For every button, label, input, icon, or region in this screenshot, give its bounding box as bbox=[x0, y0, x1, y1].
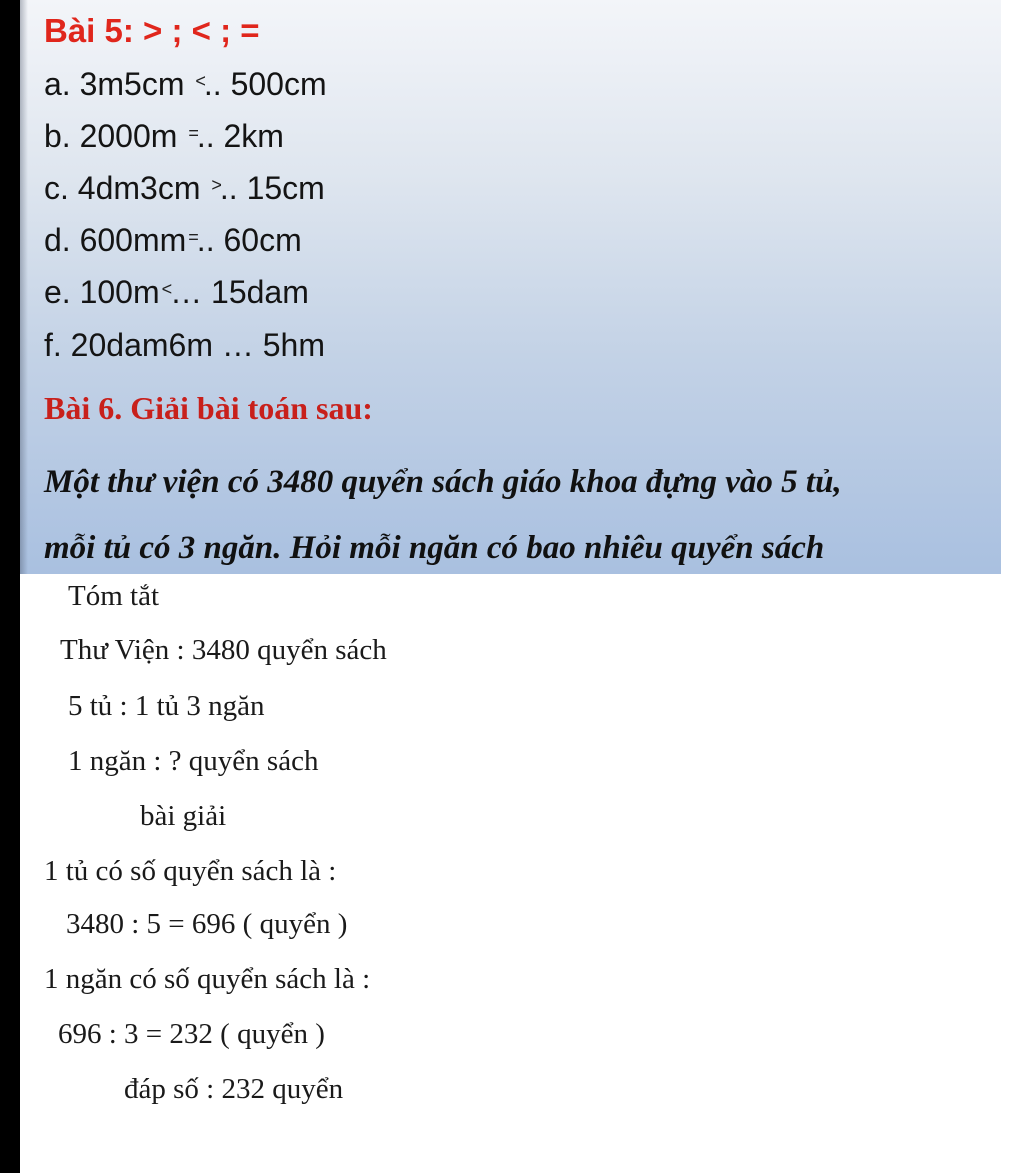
bai5-item-f bbox=[44, 327, 325, 364]
step2-text: 1 ngăn có số quyển sách là : bbox=[44, 963, 371, 995]
bai5-title: Bài 5: > ; < ; = bbox=[44, 12, 260, 49]
item-suffix: .. 60cm bbox=[196, 222, 302, 258]
handwritten-answer: > bbox=[211, 175, 222, 195]
summary-line-1: Thư Viện : 3480 quyển sách bbox=[60, 634, 387, 666]
item-suffix: .. 15cm bbox=[219, 170, 325, 206]
handwritten-answer: < bbox=[161, 279, 173, 299]
slide-edge-shadow bbox=[20, 0, 28, 574]
bai6-problem-line-1: Một thư viện có 3480 quyển sách giáo khoa đựng vào 5 tủ, bbox=[44, 464, 842, 500]
summary-line-3: 1 ngăn : ? quyển sách bbox=[68, 745, 319, 777]
step2-calc: 696 : 3 = 232 ( quyển ) bbox=[58, 1018, 325, 1050]
item-suffix: .. 500cm bbox=[203, 66, 327, 102]
bai5-item-e bbox=[44, 274, 309, 311]
solution-heading: bài giải bbox=[140, 800, 227, 832]
item-prefix: a. 3m5cm bbox=[44, 66, 194, 102]
bai6-problem-line-2: mỗi tủ có 3 ngăn. Hỏi mỗi ngăn có bao nhiêu quyển sách bbox=[44, 530, 825, 566]
item-prefix: d. 600mm bbox=[44, 222, 187, 258]
step1-calc: 3480 : 5 = 696 ( quyển ) bbox=[66, 908, 348, 940]
item-prefix: f. 20dam6m … 5hm bbox=[44, 327, 325, 363]
item-suffix: .. 2km bbox=[196, 118, 284, 154]
bai5-item-b bbox=[44, 118, 284, 155]
step1-text: 1 tủ có số quyển sách là : bbox=[44, 855, 337, 887]
left-black-border bbox=[0, 0, 20, 1173]
handwritten-answer: = bbox=[188, 227, 199, 247]
summary-title: Tóm tắt bbox=[68, 580, 160, 612]
handwritten-answer: = bbox=[188, 123, 199, 143]
summary-line-2: 5 tủ : 1 tủ 3 ngăn bbox=[68, 690, 265, 722]
item-prefix: b. 2000m bbox=[44, 118, 187, 154]
item-suffix: … 15dam bbox=[170, 274, 309, 310]
final-answer: đáp số : 232 quyển bbox=[124, 1073, 344, 1105]
item-prefix: c. 4dm3cm bbox=[44, 170, 210, 206]
bai5-item-c bbox=[44, 170, 325, 207]
bai5-item-d bbox=[44, 222, 302, 259]
item-prefix: e. 100m bbox=[44, 274, 160, 310]
bai6-title: Bài 6. Giải bài toán sau: bbox=[44, 390, 373, 426]
handwritten-answer: < bbox=[195, 71, 206, 91]
bai5-item-a bbox=[44, 66, 327, 103]
